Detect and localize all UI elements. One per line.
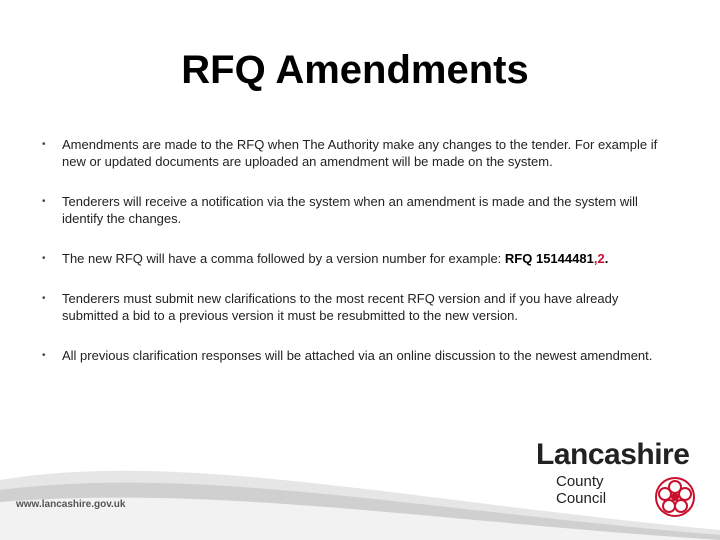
rfq-version-number: 2	[597, 251, 605, 266]
bullet-text: Tenderers must submit new clarifications to the most recent RFQ version and if you have already submitted a bid to a previous version it must be resubmitted to the new version.	[62, 291, 619, 323]
rfq-reference	[505, 251, 608, 266]
red-rose-icon	[654, 476, 696, 518]
bullet-item	[38, 290, 678, 324]
bullet-icon: •	[42, 196, 46, 207]
rfq-reference-comma: ,	[593, 251, 598, 266]
bullet-item	[38, 193, 678, 227]
logo-line2: County	[556, 473, 604, 490]
bullet-item	[38, 250, 678, 267]
slide-title: RFQ Amendments	[181, 48, 529, 92]
logo-line3: Council	[556, 490, 607, 507]
logo-line1: Lancashire	[536, 438, 690, 471]
bullet-list	[38, 136, 678, 387]
bullet-item	[38, 136, 678, 170]
bullet-item	[38, 347, 678, 364]
bullet-icon: •	[42, 293, 46, 304]
rfq-reference-end: .	[604, 251, 609, 266]
bullet-icon: •	[42, 253, 46, 264]
footer-url: www.lancashire.gov.uk	[16, 499, 126, 510]
lancashire-logo	[536, 438, 696, 518]
bullet-icon: •	[42, 139, 46, 150]
bullet-text: Tenderers will receive a notification via the system when an amendment is made and the system will identify the changes.	[62, 194, 638, 226]
bullet-text: All previous clarification responses will be attached via an online discussion to the newest amendment.	[62, 348, 653, 363]
bullet-text: The new RFQ will have a comma followed by a version number for example:	[62, 251, 505, 266]
bullet-icon: •	[42, 350, 46, 361]
rfq-reference-prefix: RFQ 15144481	[504, 251, 594, 266]
bullet-text: Amendments are made to the RFQ when The Authority make any changes to the tender. For example if new or updated documents are uploaded an amendment will be made on the system.	[62, 137, 658, 169]
